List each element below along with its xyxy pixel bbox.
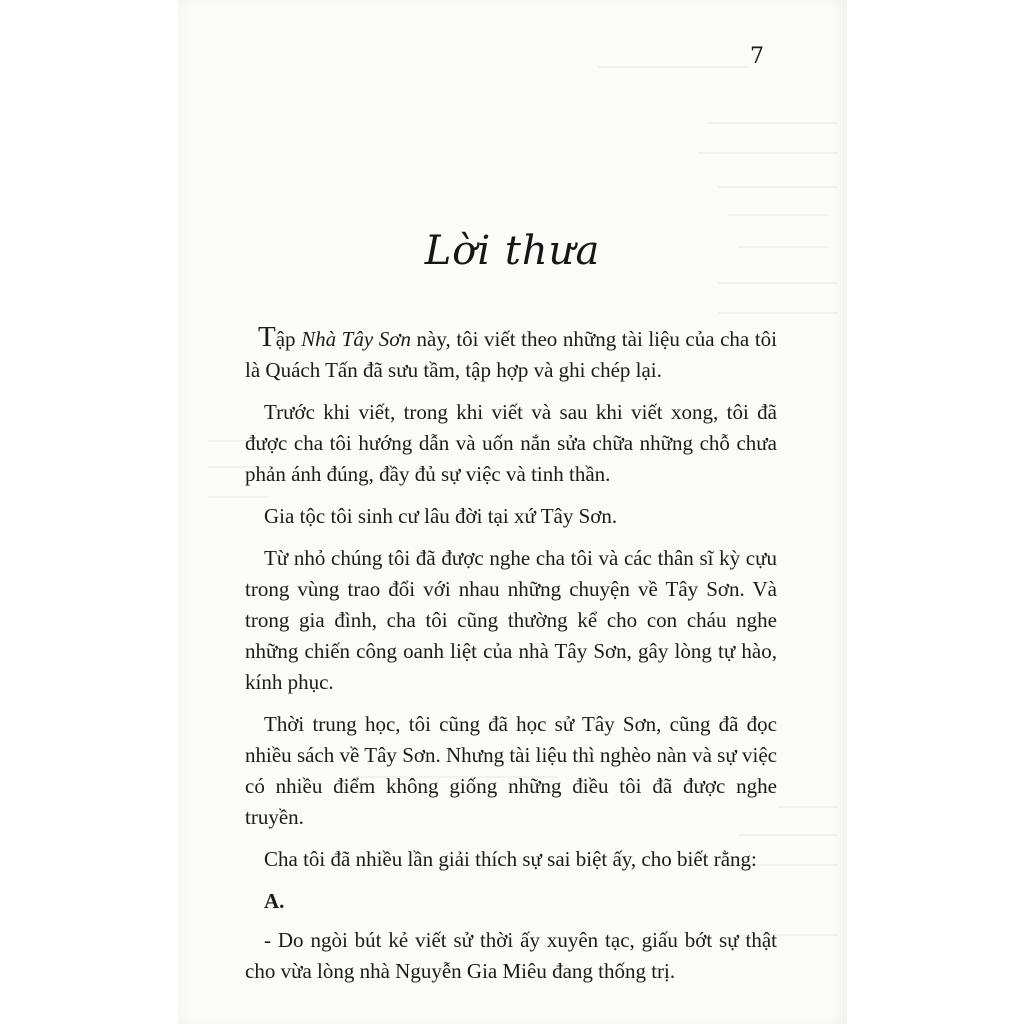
book-page: [178, 0, 847, 1024]
page-number: 7: [750, 44, 764, 69]
chapter-title: Lời thưa: [424, 228, 601, 274]
paragraph-1: [245, 322, 777, 386]
drop-cap: T: [258, 321, 276, 353]
section-marker: A.: [264, 889, 285, 913]
paragraph-5: Thời trung học, tôi cũng đã học sử Tây Sơn, cũng đã đọc nhiều sách về Tây Sơn. Nhưng tài liệu thì nghèo nàn và sự việc có nhiều điểm không giống những điều tôi đã được nghe truyền.: [245, 712, 777, 829]
paragraph-4: Từ nhỏ chúng tôi đã được nghe cha tôi và các thân sĩ kỳ cựu trong vùng trao đổi với nhau những chuyện về Tây Sơn. Và trong gia đình, cha tôi cũng thường kể cho con cháu nghe những chiến công oanh liệt của nhà Tây Sơn, gây lòng tự hào, kính phục.: [245, 546, 777, 694]
body-text: [245, 322, 777, 998]
paragraph-6: Cha tôi đã nhiều lần giải thích sự sai biệt ấy, cho biết rằng:: [264, 847, 757, 871]
paragraph-2: Trước khi viết, trong khi viết và sau khi viết xong, tôi đã được cha tôi hướng dẫn và uốn nắn sửa chữa những chỗ chưa phản ánh đúng, đầy đủ sự việc và tinh thần.: [245, 400, 777, 486]
paragraph-3: Gia tộc tôi sinh cư lâu đời tại xứ Tây Sơn.: [264, 504, 618, 528]
paragraph-8: - Do ngòi bút kẻ viết sử thời ấy xuyên tạc, giấu bớt sự thật cho vừa lòng nhà Nguyễn Gia Miêu đang thống trị.: [245, 928, 777, 983]
paragraph-1-lead: ập: [275, 327, 302, 351]
paragraph-1-rest: này, tôi viết theo những tài liệu của cha tôi là Quách Tấn đã sưu tầm, tập hợp và ghi chép lại.: [245, 327, 777, 382]
book-title-italic: Nhà Tây Sơn: [301, 327, 411, 351]
